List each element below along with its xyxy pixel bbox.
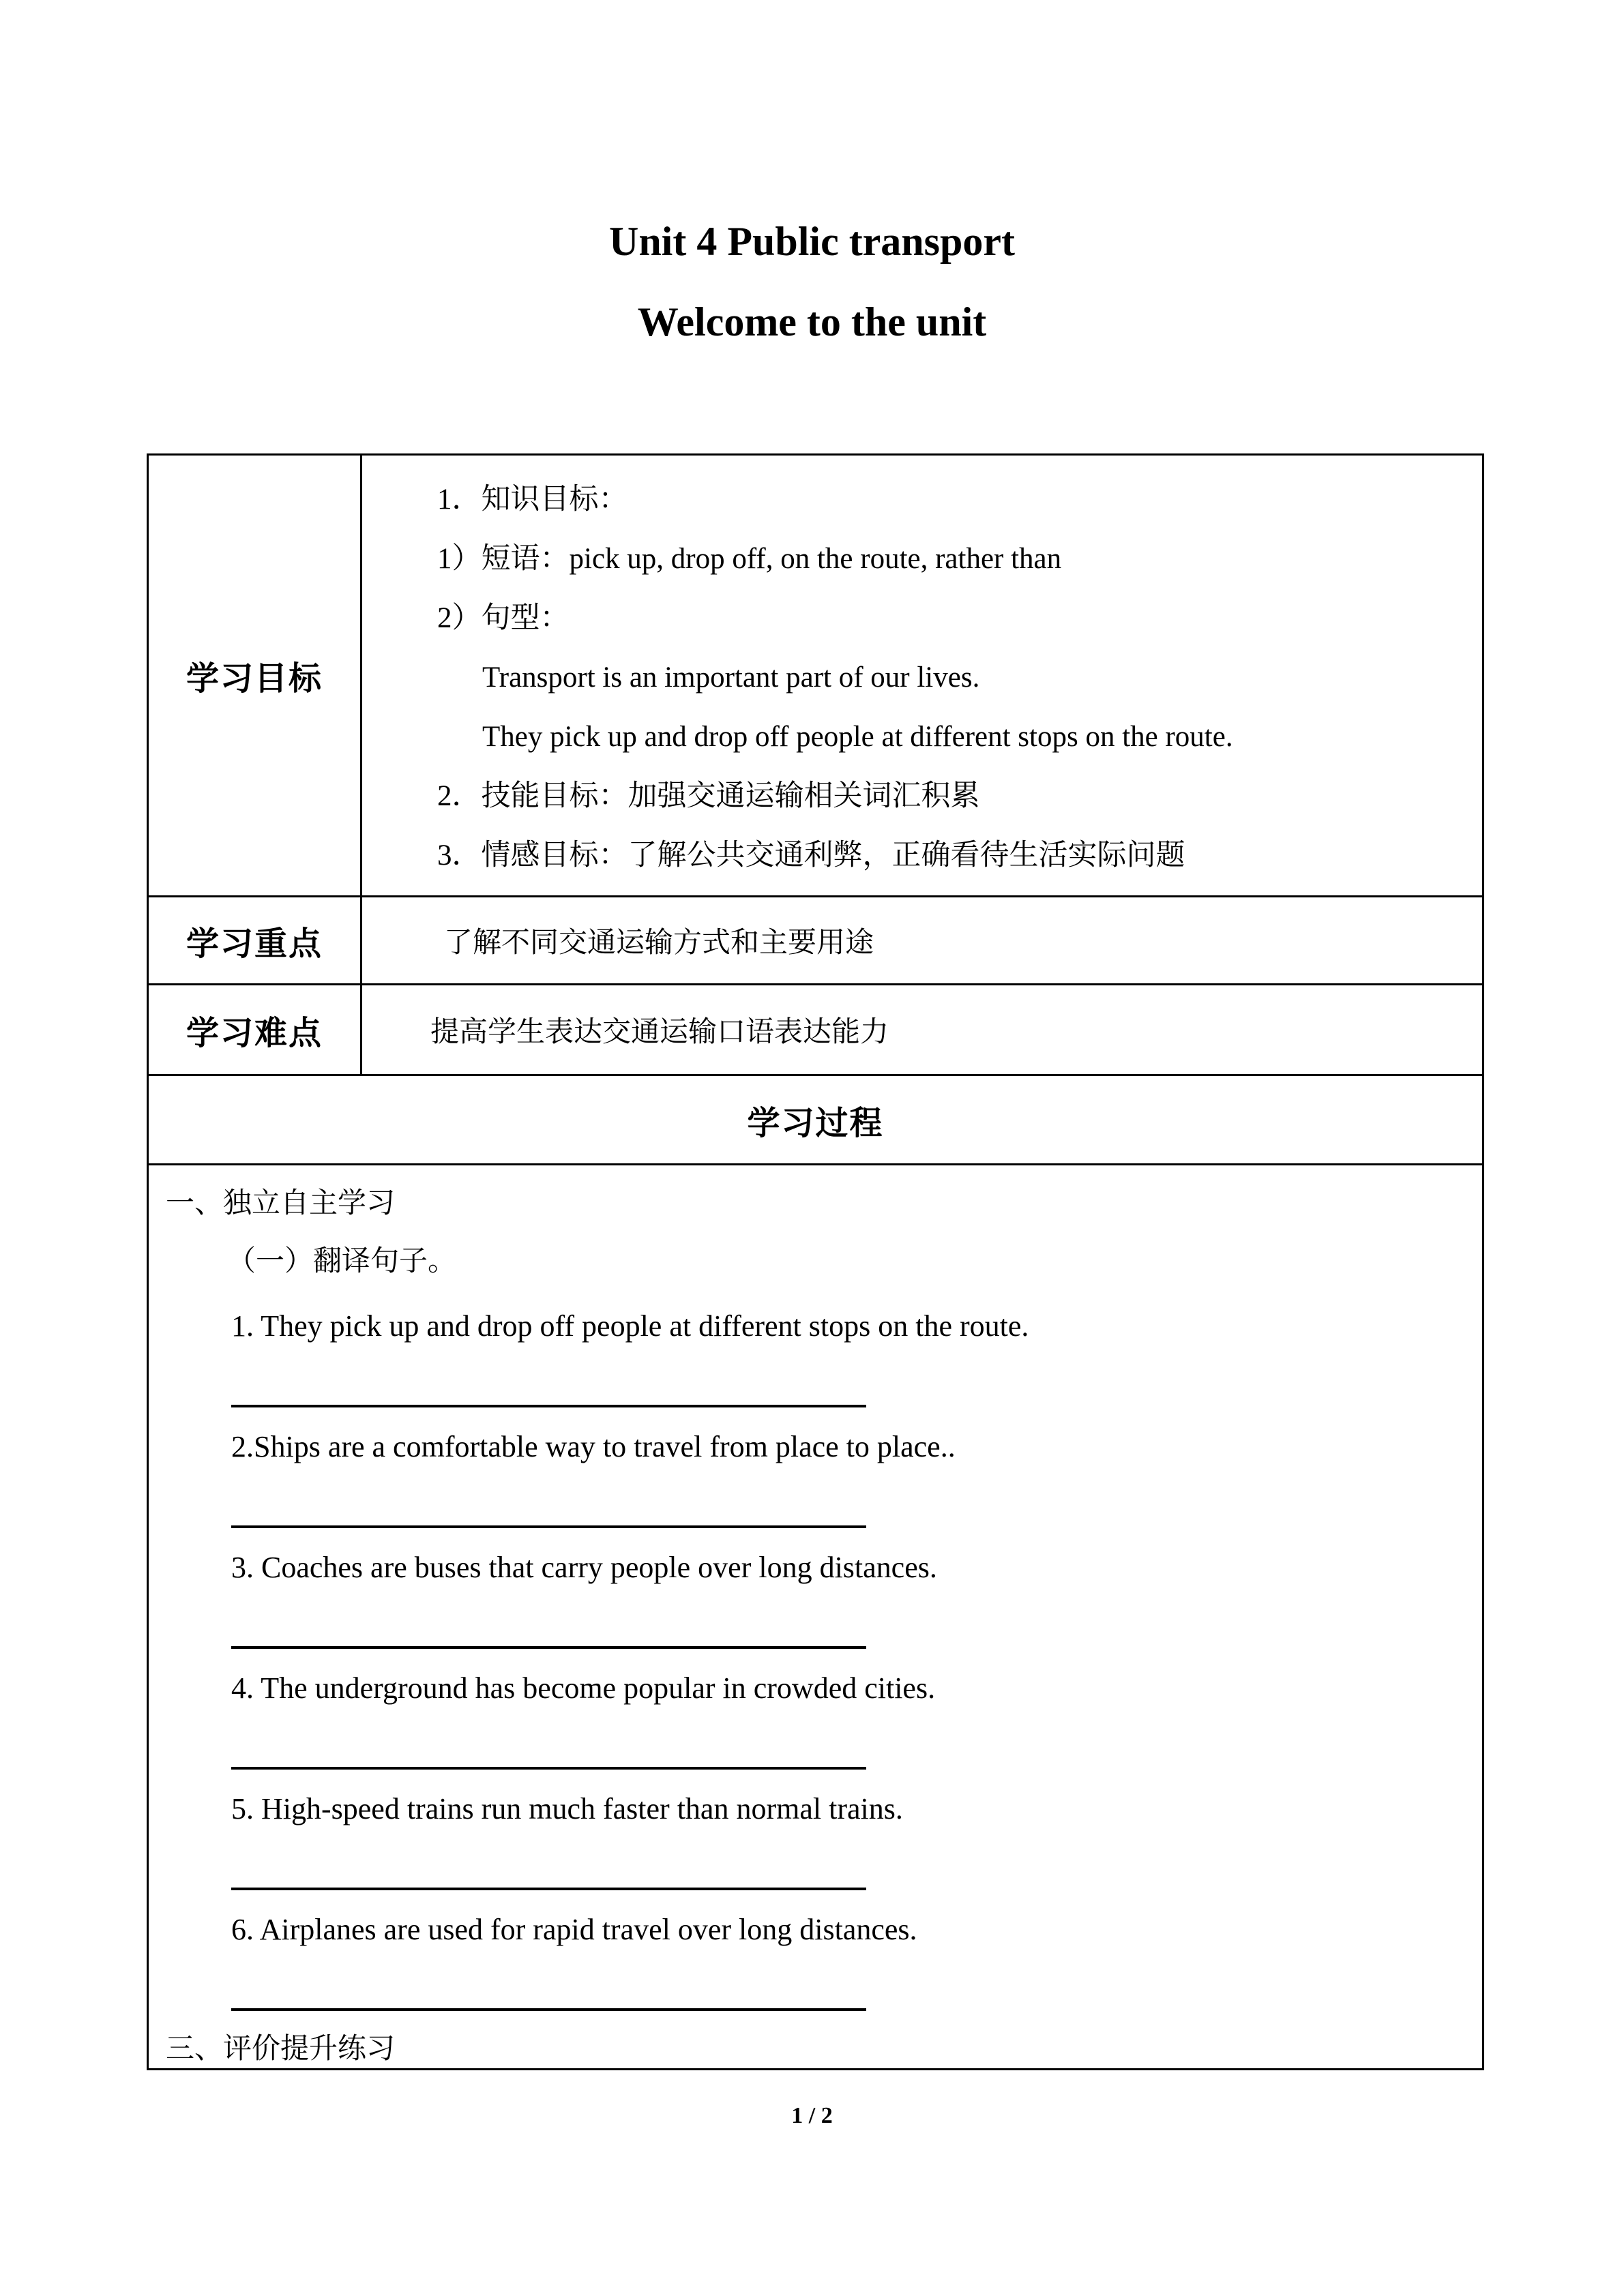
page-number: 1 / 2 bbox=[791, 2103, 833, 2128]
doc-subtitle: Welcome to the unit bbox=[637, 299, 987, 344]
answer-blank-line bbox=[231, 1587, 866, 1649]
answer-blank-line bbox=[231, 1345, 866, 1407]
row-header-difficulties: 学习难点 bbox=[148, 985, 361, 1075]
exercise-item bbox=[231, 1669, 1482, 1770]
objective-sentence-1: Transport is an important part of our lives. bbox=[482, 661, 980, 694]
exercise-sentence-2: 2.Ships are a comfortable way to travel from place to place.. bbox=[231, 1430, 956, 1463]
exercise-item bbox=[231, 1790, 1482, 1890]
objectives-cell bbox=[361, 455, 1483, 897]
lesson-plan-table bbox=[147, 453, 1484, 2070]
exercise-sentence-6: 6. Airplanes are used for rapid travel over long distances. bbox=[231, 1913, 917, 1946]
section-evaluation-practice: 三、评价提升练习 bbox=[166, 2033, 396, 2065]
process-cell bbox=[148, 1165, 1483, 2070]
answer-blank-line bbox=[231, 1949, 866, 2011]
row-header-objectives: 学习目标 bbox=[148, 455, 361, 897]
exercise-item bbox=[231, 1428, 1482, 1528]
row-objectives bbox=[148, 455, 1483, 897]
exercise-sentence-5: 5. High-speed trains run much faster than normal trains. bbox=[231, 1792, 903, 1825]
process-header-text: 学习过程 bbox=[148, 1075, 1483, 1165]
key-points-text: 了解不同交通运输方式和主要用途 bbox=[361, 897, 1483, 985]
exercise-item bbox=[231, 1549, 1482, 1649]
row-key-points bbox=[148, 897, 1483, 985]
doc-title: Unit 4 Public transport bbox=[608, 219, 1016, 264]
objective-line-6: 2．技能目标：加强交通运输相关词汇积累 bbox=[437, 780, 980, 812]
subsection-translate: （一）翻译句子。 bbox=[227, 1246, 457, 1277]
difficulties-text: 提高学生表达交通运输口语表达能力 bbox=[361, 985, 1483, 1075]
objective-sentence-2: They pick up and drop off people at different stops on the route. bbox=[482, 721, 1233, 753]
row-difficulties bbox=[148, 985, 1483, 1075]
exercise-sentence-1: 1. They pick up and drop off people at different stops on the route. bbox=[231, 1309, 1029, 1343]
objective-line-7: 3．情感目标：了解公共交通利弊，正确看待生活实际问题 bbox=[437, 839, 1185, 871]
answer-blank-line bbox=[231, 1708, 866, 1770]
exercise-sentence-4: 4. The underground has become popular in crowded cities. bbox=[231, 1671, 936, 1705]
objective-line-1: 1．知识目标： bbox=[437, 483, 628, 516]
row-process-content bbox=[148, 1165, 1483, 2070]
row-header-key-points: 学习重点 bbox=[148, 897, 361, 985]
exercise-item bbox=[231, 1307, 1482, 1407]
answer-blank-line bbox=[231, 1466, 866, 1528]
exercise-item bbox=[231, 1911, 1482, 2011]
answer-blank-line bbox=[231, 1828, 866, 1890]
objective-line-3: 2）句型： bbox=[437, 602, 570, 634]
row-process-header bbox=[148, 1075, 1483, 1165]
exercise-sentence-3: 3. Coaches are buses that carry people over long distances. bbox=[231, 1551, 937, 1584]
section-independent-study: 一、独立自主学习 bbox=[166, 1188, 396, 1219]
objective-line-2: 1）短语：pick up, drop off, on the route, rather than bbox=[437, 543, 1062, 575]
